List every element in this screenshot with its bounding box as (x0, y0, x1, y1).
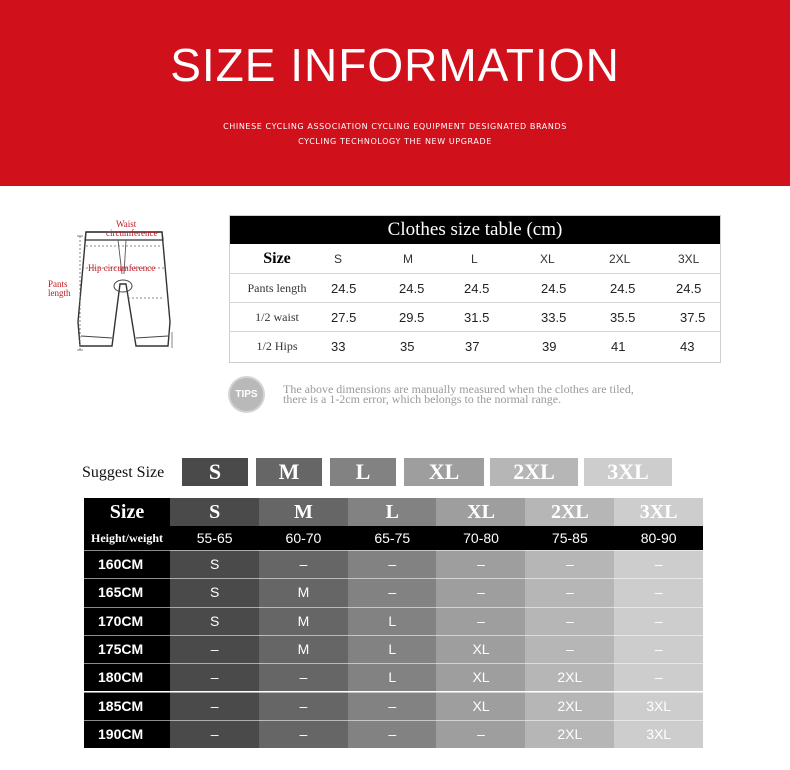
suggest-size-2xl: 2XL (490, 458, 578, 486)
waist-label: Waist (116, 219, 137, 229)
grid-col-xl: XL (436, 498, 525, 526)
row-divider (84, 692, 703, 693)
size-col-s: S (334, 251, 343, 266)
weight-range-l: 65-75 (348, 526, 437, 550)
size-cell: – (170, 720, 259, 748)
header-subtitle-1: CHINESE CYCLING ASSOCIATION CYCLING EQUIPMENT DESIGNATED BRANDS (223, 122, 567, 131)
table-cell: 35 (400, 339, 415, 354)
table-cell: 37 (465, 339, 480, 354)
size-cell: – (525, 607, 614, 635)
size-cell: L (348, 607, 437, 635)
height-label: 185CM (84, 692, 170, 720)
size-cell: – (614, 663, 703, 691)
grid-col-l: L (348, 498, 437, 526)
row-divider (84, 550, 703, 551)
row-divider (84, 607, 703, 608)
size-cell: – (259, 663, 348, 691)
tips-line-2: there is a 1-2cm error, which belongs to the normal range. (283, 392, 562, 406)
table-title: Clothes size table (cm) (229, 215, 721, 244)
tips-line-1: The above dimensions are manually measured when the clothes are tiled, (283, 382, 634, 396)
size-cell: M (259, 607, 348, 635)
grid-size-header: Size (84, 498, 170, 526)
height-label: 165CM (84, 578, 170, 606)
size-col-3xl: 3XL (678, 251, 700, 266)
height-label: 175CM (84, 635, 170, 663)
size-cell: – (525, 578, 614, 606)
row-divider (84, 720, 703, 721)
size-cell: – (614, 578, 703, 606)
table-header-row (229, 244, 721, 274)
size-cell: – (259, 692, 348, 720)
table-cell: 35.5 (610, 309, 636, 325)
table-cell: 33 (331, 339, 346, 354)
size-cell: 2XL (525, 720, 614, 748)
size-col-m: M (403, 251, 413, 266)
weight-range-3xl: 80-90 (614, 526, 703, 550)
height-label: 160CM (84, 550, 170, 578)
table-row (229, 332, 721, 361)
weight-range-2xl: 75-85 (525, 526, 614, 550)
size-cell: – (614, 550, 703, 578)
size-cell: – (170, 663, 259, 691)
size-cell: – (614, 635, 703, 663)
row-divider (84, 635, 703, 636)
size-cell: S (170, 607, 259, 635)
length-label: Pants (48, 279, 68, 289)
header-subtitle-2: CYCLING TECHNOLOGY THE NEW UPGRADE (298, 137, 492, 146)
tips-badge-icon: TIPS (230, 378, 263, 411)
size-cell: – (348, 720, 437, 748)
height-label: 180CM (84, 663, 170, 691)
size-cell: – (436, 550, 525, 578)
size-cell: – (614, 607, 703, 635)
table-cell: 29.5 (399, 309, 425, 325)
size-cell: – (436, 720, 525, 748)
size-cell: – (348, 578, 437, 606)
size-cell: 2XL (525, 692, 614, 720)
size-cell: M (259, 635, 348, 663)
size-cell: – (170, 635, 259, 663)
suggest-size-l: L (330, 458, 396, 486)
size-col-xl: XL (540, 251, 555, 266)
table-cell: 41 (611, 339, 626, 354)
size-cell: M (259, 578, 348, 606)
weight-range-xl: 70-80 (436, 526, 525, 550)
grid-col-2xl: 2XL (525, 498, 614, 526)
size-cell: S (170, 578, 259, 606)
length-label-2: length (48, 288, 71, 298)
clothes-size-table (229, 215, 721, 361)
size-cell: L (348, 635, 437, 663)
row-divider (84, 578, 703, 579)
grid-col-3xl: 3XL (614, 498, 703, 526)
table-cell: 24.5 (399, 280, 425, 296)
shorts-diagram (44, 214, 204, 360)
table-row (229, 274, 721, 303)
size-cell: – (348, 550, 437, 578)
size-cell: 2XL (525, 663, 614, 691)
table-cell: 24.5 (610, 280, 636, 296)
header-banner (0, 0, 790, 186)
size-cell: – (436, 607, 525, 635)
table-cell: 24.5 (541, 280, 567, 296)
row-divider (84, 663, 703, 664)
suggest-size-s: S (182, 458, 248, 486)
tips-note (283, 384, 743, 404)
table-cell: 24.5 (676, 280, 702, 296)
size-cell: – (436, 578, 525, 606)
size-header: Size (263, 249, 291, 267)
size-recommendation-grid (84, 498, 703, 748)
grid-col-m: M (259, 498, 348, 526)
size-cell: – (525, 635, 614, 663)
suggest-size-xl: XL (404, 458, 484, 486)
row-label: 1/2 Hips (256, 339, 298, 353)
size-cell: – (525, 550, 614, 578)
size-cell: – (259, 550, 348, 578)
suggest-size-m: M (256, 458, 322, 486)
height-label: 190CM (84, 720, 170, 748)
suggest-size-3xl: 3XL (584, 458, 672, 486)
row-label: 1/2 waist (255, 309, 299, 324)
size-cell: XL (436, 635, 525, 663)
table-cell: 43 (680, 339, 695, 354)
size-cell: 3XL (614, 720, 703, 748)
size-cell: XL (436, 692, 525, 720)
weight-range-s: 55-65 (170, 526, 259, 550)
size-cell: XL (436, 663, 525, 691)
suggest-size-label: Suggest Size (82, 464, 165, 481)
waist-label-2: circumference (106, 228, 158, 238)
table-cell: 33.5 (541, 309, 567, 325)
row-label: Pants length (247, 280, 307, 295)
table-cell: 37.5 (680, 309, 706, 325)
table-cell: 31.5 (464, 309, 490, 325)
size-cell: – (259, 720, 348, 748)
size-col-l: L (471, 251, 478, 266)
table-cell: 24.5 (464, 280, 490, 296)
height-label: 170CM (84, 607, 170, 635)
size-col-2xl: 2XL (609, 251, 631, 266)
size-cell: – (348, 692, 437, 720)
grid-col-s: S (170, 498, 259, 526)
hip-label: Hip circumference (88, 263, 156, 273)
table-cell: 27.5 (331, 309, 357, 325)
size-cell: – (170, 692, 259, 720)
table-cell: 39 (542, 339, 557, 354)
size-cell: L (348, 663, 437, 691)
height-weight-label: Height/weight (84, 526, 170, 550)
table-row (229, 303, 721, 332)
weight-range-m: 60-70 (259, 526, 348, 550)
table-cell: 24.5 (331, 280, 357, 296)
size-cell: 3XL (614, 692, 703, 720)
size-cell: S (170, 550, 259, 578)
page-title: SIZE INFORMATION (170, 39, 620, 91)
